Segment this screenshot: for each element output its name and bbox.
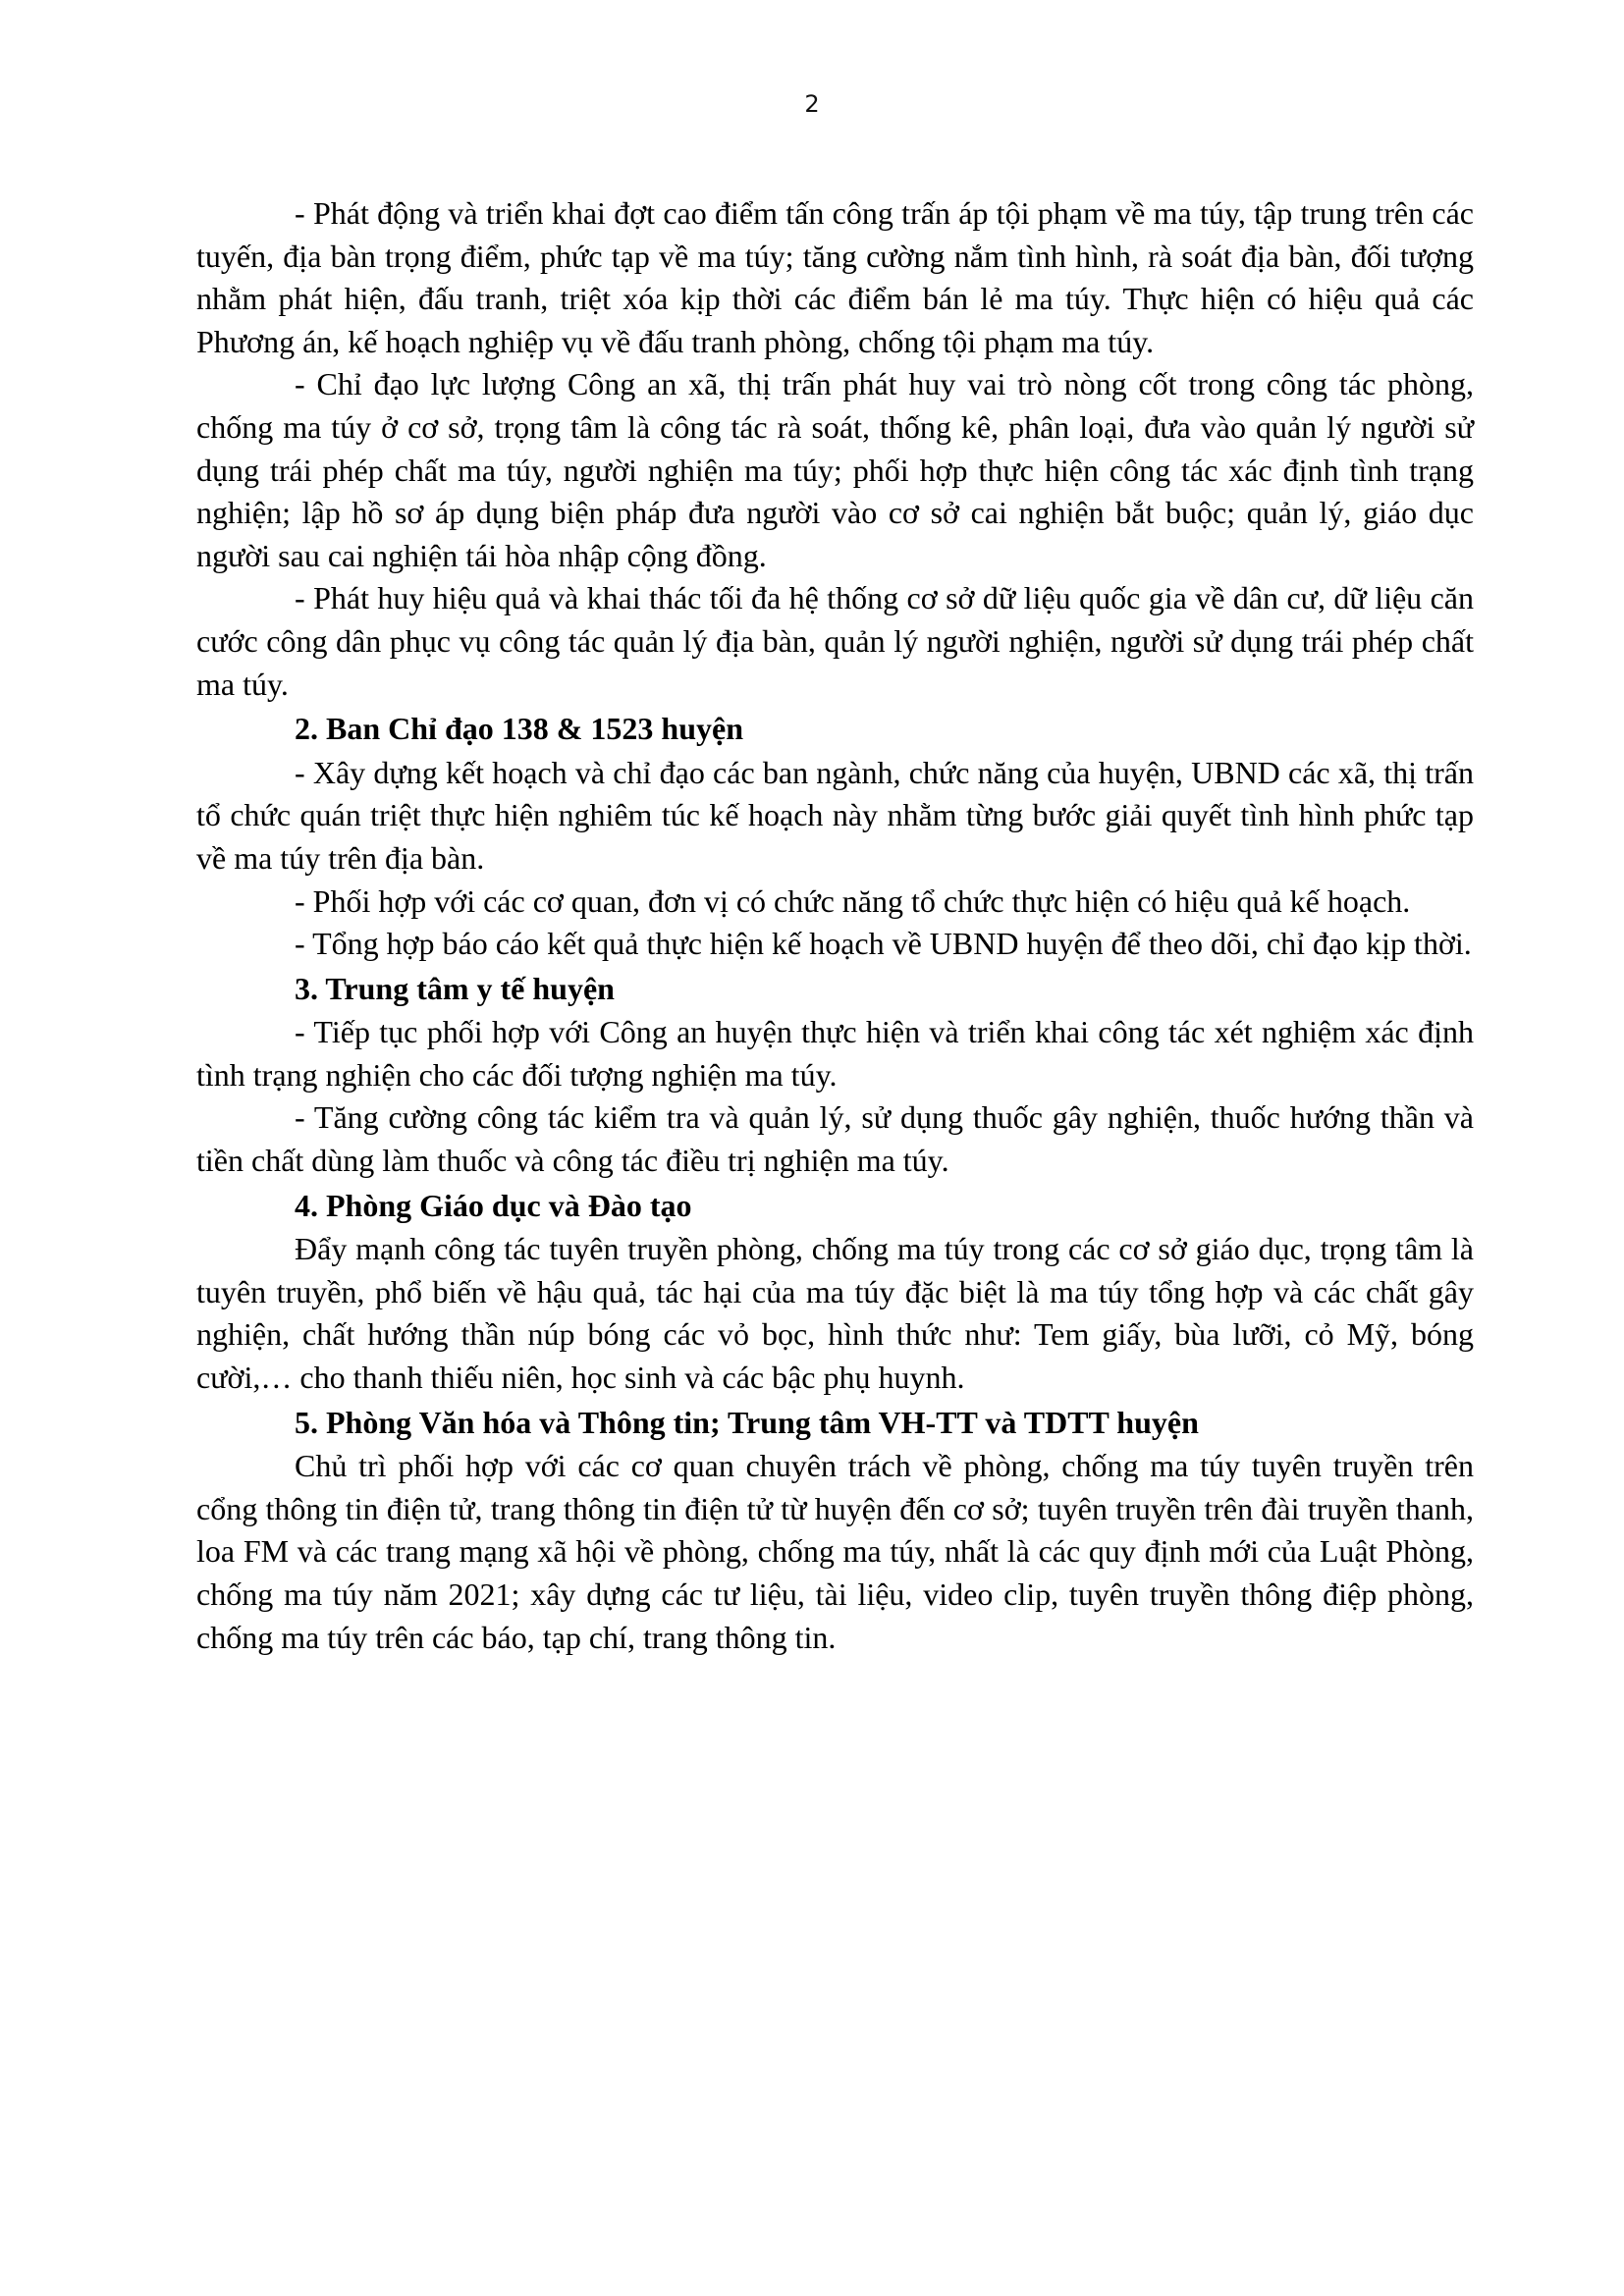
paragraph: Đẩy mạnh công tác tuyên truyền phòng, chống ma túy trong các cơ sở giáo dục, trọng tâm là tuyên truyền, phổ biến về hậu quả, tác hại của ma túy đặc biệt là ma túy tổng hợp và các chất gây nghiện, chất hướng thần núp bóng các vỏ bọc, hình thức như: Tem giấy, bùa lưỡi, cỏ Mỹ, bóng cười,… cho thanh thiếu niên, học sinh và các bậc phụ huynh. <box>196 1231 1474 1396</box>
paragraph: - Phát động và triển khai đợt cao điểm tấn công trấn áp tội phạm về ma túy, tập trung trên các tuyến, địa bàn trọng điểm, phức tạp về ma túy; tăng cường nắm tình hình, rà soát địa bàn, đối tượng nhằm phát hiện, đấu tranh, triệt xóa kịp thời các điểm bán lẻ ma túy. Thực hiện có hiệu quả các Phương án, kế hoạch nghiệp vụ về đấu tranh phòng, chống tội phạm ma túy. <box>196 195 1474 359</box>
section-heading: 2. Ban Chỉ đạo 138 & 1523 huyện <box>295 711 743 747</box>
paragraph: - Tăng cường công tác kiểm tra và quản lý, sử dụng thuốc gây nghiện, thuốc hướng thần và tiền chất dùng làm thuốc và công tác điều trị nghiện ma túy. <box>196 1099 1474 1179</box>
paragraph: - Phát huy hiệu quả và khai thác tối đa hệ thống cơ sở dữ liệu quốc gia về dân cư, dữ liệu căn cước công dân phục vụ công tác quản lý địa bàn, quản lý người nghiện, người sử dụng trái phép chất ma túy. <box>196 580 1474 702</box>
paragraph: - Tiếp tục phối hợp với Công an huyện thực hiện và triển khai công tác xét nghiệm xác định tình trạng nghiện cho các đối tượng nghiện ma túy. <box>196 1014 1474 1093</box>
paragraph: - Xây dựng kết hoạch và chỉ đạo các ban ngành, chức năng của huyện, UBND các xã, thị trấn tổ chức quán triệt thực hiện nghiêm túc kế hoạch này nhằm từng bước giải quyết tình hình phức tạp về ma túy trên địa bàn. <box>196 754 1474 876</box>
section-heading: 5. Phòng Văn hóa và Thông tin; Trung tâm VH-TT và TDTT huyện <box>295 1404 1199 1440</box>
paragraph: - Tổng hợp báo cáo kết quả thực hiện kế hoạch về UBND huyện để theo dõi, chỉ đạo kịp thời. <box>295 926 1472 962</box>
paragraph: - Phối hợp với các cơ quan, đơn vị có chức năng tổ chức thực hiện có hiệu quả kế hoạch. <box>295 882 1411 919</box>
paragraph: - Chỉ đạo lực lượng Công an xã, thị trấn phát huy vai trò nòng cốt trong công tác phòng, chống ma túy ở cơ sở, trọng tâm là công tác rà soát, thống kê, phân loại, đưa vào quản lý người sử dụng trái phép chất ma túy, người nghiện ma túy; phối hợp thực hiện công tác xác định tình trạng nghiện; lập hồ sơ áp dụng biện pháp đưa người vào cơ sở cai nghiện bắt buộc; quản lý, giáo dục người sau cai nghiện tái hòa nhập cộng đồng. <box>196 366 1474 573</box>
page-number: 2 <box>804 90 820 118</box>
section-heading: 3. Trung tâm y tế huyện <box>295 970 615 1006</box>
paragraph: Chủ trì phối hợp với các cơ quan chuyên trách về phòng, chống ma túy tuyên truyền trên cổng thông tin điện tử, trang thông tin điện tử từ huyện đến cơ sở; tuyên truyền trên đài truyền thanh, loa FM và các trang mạng xã hội về phòng, chống ma túy, nhất là các quy định mới của Luật Phòng, chống ma túy năm 2021; xây dựng các tư liệu, tài liệu, video clip, tuyên truyền thông điệp phòng, chống ma túy trên các báo, tạp chí, trang thông tin. <box>196 1448 1474 1655</box>
document-body <box>196 192 1474 1659</box>
section-heading: 4. Phòng Giáo dục và Đào tạo <box>295 1187 692 1223</box>
